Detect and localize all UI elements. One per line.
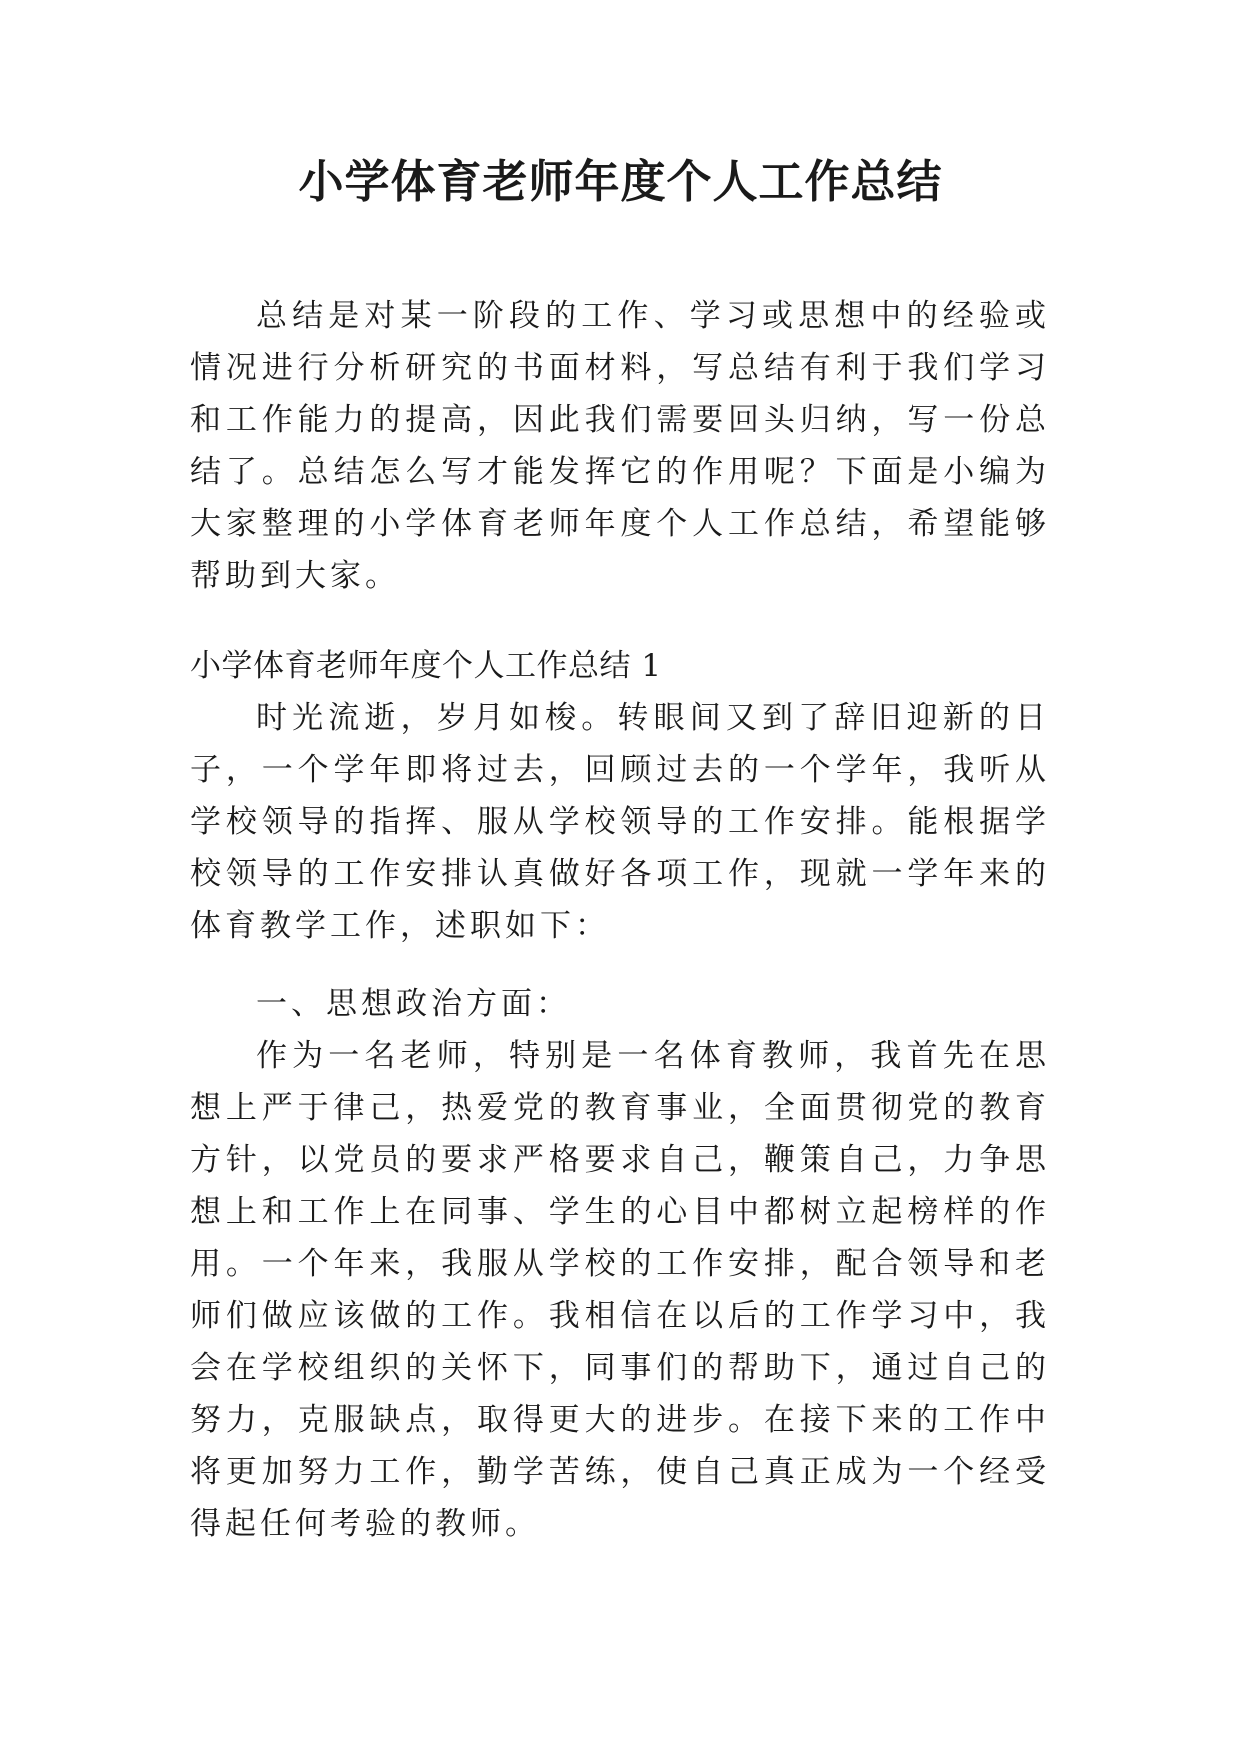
- section-heading: 小学体育老师年度个人工作总结 1: [190, 648, 662, 684]
- subsection-heading: 一、思想政治方面：: [256, 986, 571, 1022]
- document-title: 小学体育老师年度个人工作总结: [298, 155, 943, 208]
- body-paragraph-1: 时光流逝，岁月如梭。转眼间又到了辞旧迎新的日子，一个学年即将过去，回顾过去的一个学年，我听从学校领导的指挥、服从学校领导的工作安排。能根据学校领导的工作安排认真做好各项工作，现就一学年来的体育教学工作，述职如下：: [190, 700, 1050, 944]
- intro-paragraph: 总结是对某一阶段的工作、学习或思想中的经验或情况进行分析研究的书面材料，写总结有利于我们学习和工作能力的提高，因此我们需要回头归纳，写一份总结了。总结怎么写才能发挥它的作用呢？下面是小编为大家整理的小学体育老师年度个人工作总结，希望能够帮助到大家。: [190, 298, 1050, 594]
- body-paragraph-2: 作为一名老师，特别是一名体育教师，我首先在思想上严于律己，热爱党的教育事业，全面贯彻党的教育方针，以党员的要求严格要求自己，鞭策自己，力争思想上和工作上在同事、学生的心目中都树立起榜样的作用。一个年来，我服从学校的工作安排，配合领导和老师们做应该做的工作。我相信在以后的工作学习中，我会在学校组织的关怀下，同事们的帮助下，通过自己的努力，克服缺点，取得更大的进步。在接下来的工作中将更加努力工作，勤学苦练，使自己真正成为一个经受得起任何考验的教师。: [190, 1038, 1050, 1542]
